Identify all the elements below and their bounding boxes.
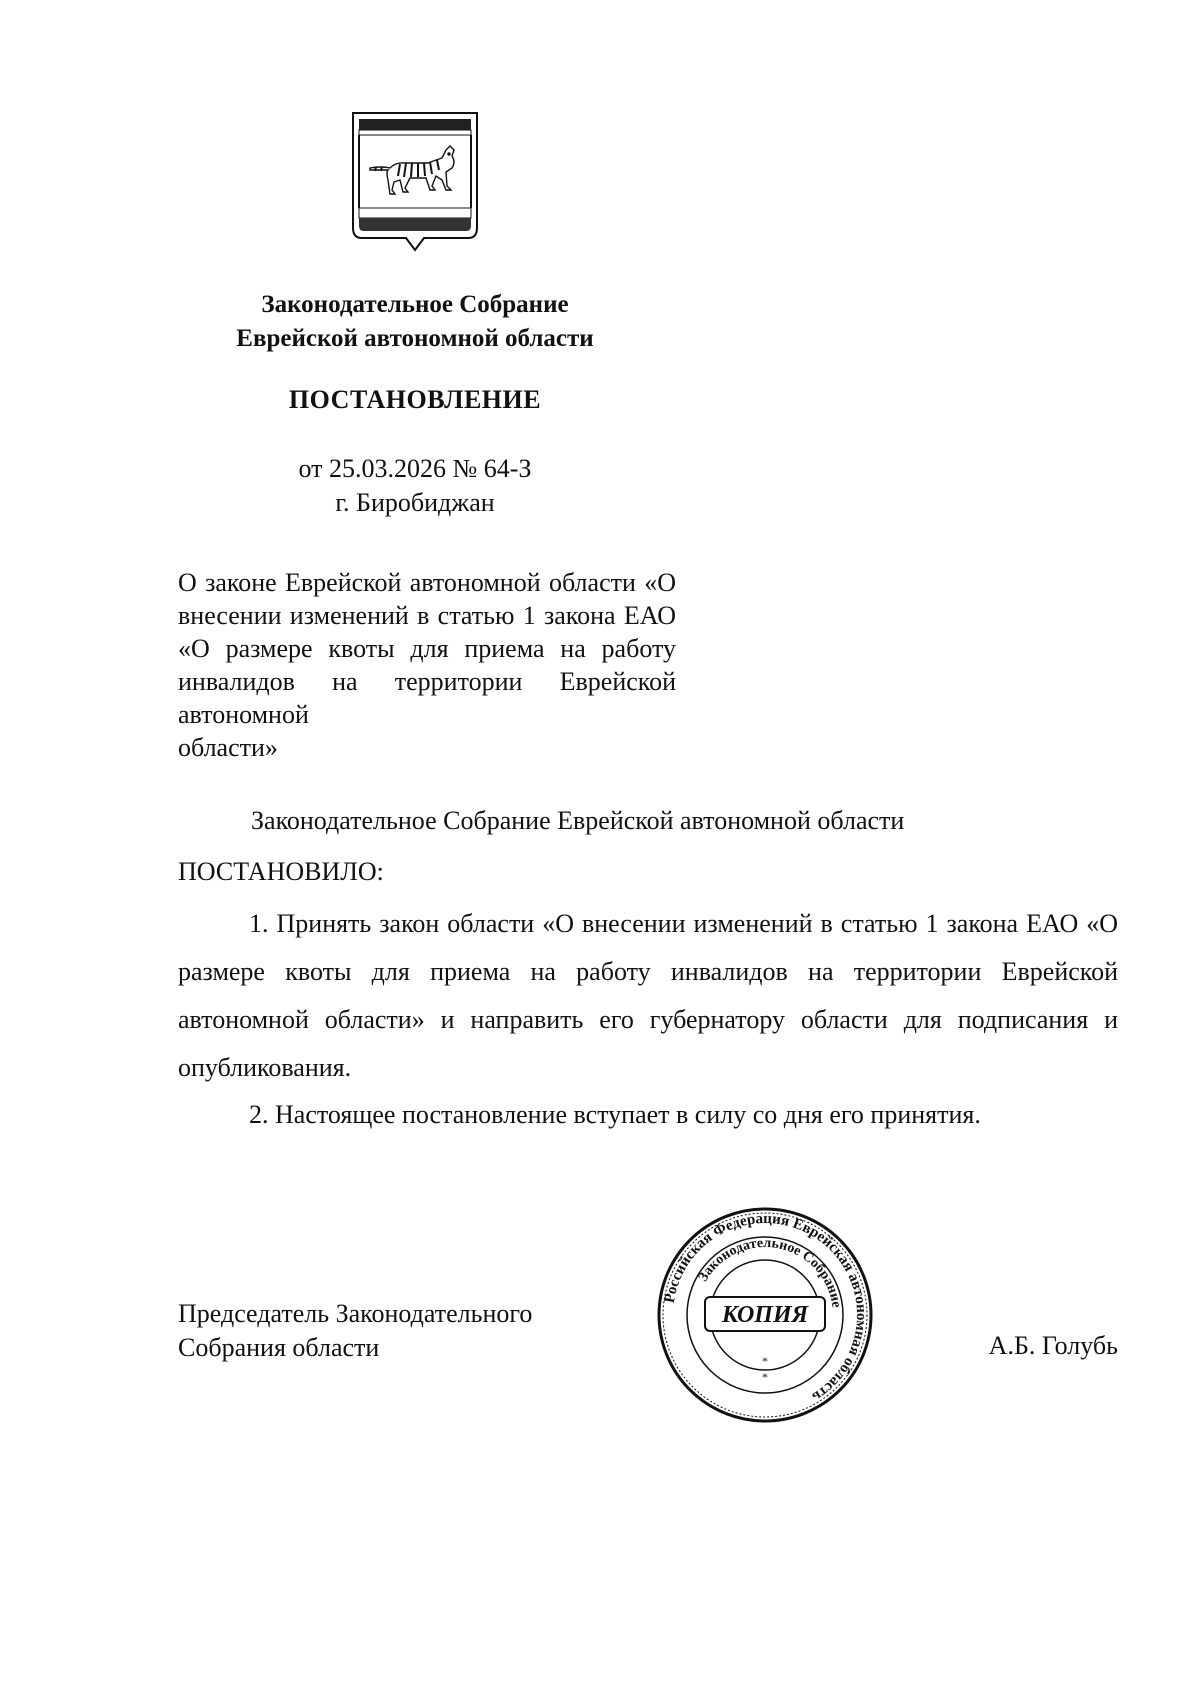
seal-star-icon: * (762, 1354, 768, 1368)
signer-title-line-2: Собрания области (178, 1333, 380, 1362)
seal-star-icon: * (762, 1370, 768, 1384)
organization-line-2: Еврейской автономной области (236, 325, 594, 352)
organization-line-1: Законодательное Собрание (261, 291, 569, 318)
city: г. Биробиджан (335, 488, 495, 517)
preamble: Законодательное Собрание Еврейской автономной области (251, 806, 905, 835)
resolution-item-1: 1. Принять закон области «О внесении изменений в статью 1 закона ЕАО «О размере квоты для приема на работу инвалидов на территории Еврейской автономной области» и направить его губернатору области для подписания и опубликования. (178, 909, 1118, 1082)
seal-inner-text: Законодательное Собрание (695, 1235, 844, 1309)
date-number: от 25.03.2026 № 64-З (298, 454, 532, 483)
official-seal-stamp (655, 1205, 875, 1425)
document-subject (178, 566, 676, 764)
seal-center-text: КОПИЯ (721, 1302, 809, 1328)
decided-heading: ПОСТАНОВИЛО: (178, 857, 384, 886)
signer-title (178, 1297, 532, 1365)
signer-title-line-1: Председатель Законодательного (178, 1299, 533, 1328)
resolution-item-2: 2. Настоящее постановление вступает в силу со дня его принятия. (249, 1100, 981, 1129)
subject-last-line: области» (178, 733, 278, 762)
document-type: ПОСТАНОВЛЕНИЕ (288, 385, 542, 414)
coat-of-arms-emblem (350, 110, 480, 258)
date-and-place (195, 452, 635, 520)
subject-text: О законе Еврейской автономной области «О внесении изменений в статью 1 закона ЕАО «О размере квоты для приема на работу инвалидов на территории Еврейской автономной (178, 568, 676, 729)
seal-outer-text: Российская Федерация Еврейская автономная область (661, 1210, 870, 1405)
organization-name (195, 288, 635, 356)
signer-name: А.Б. Голубь (988, 1331, 1118, 1360)
